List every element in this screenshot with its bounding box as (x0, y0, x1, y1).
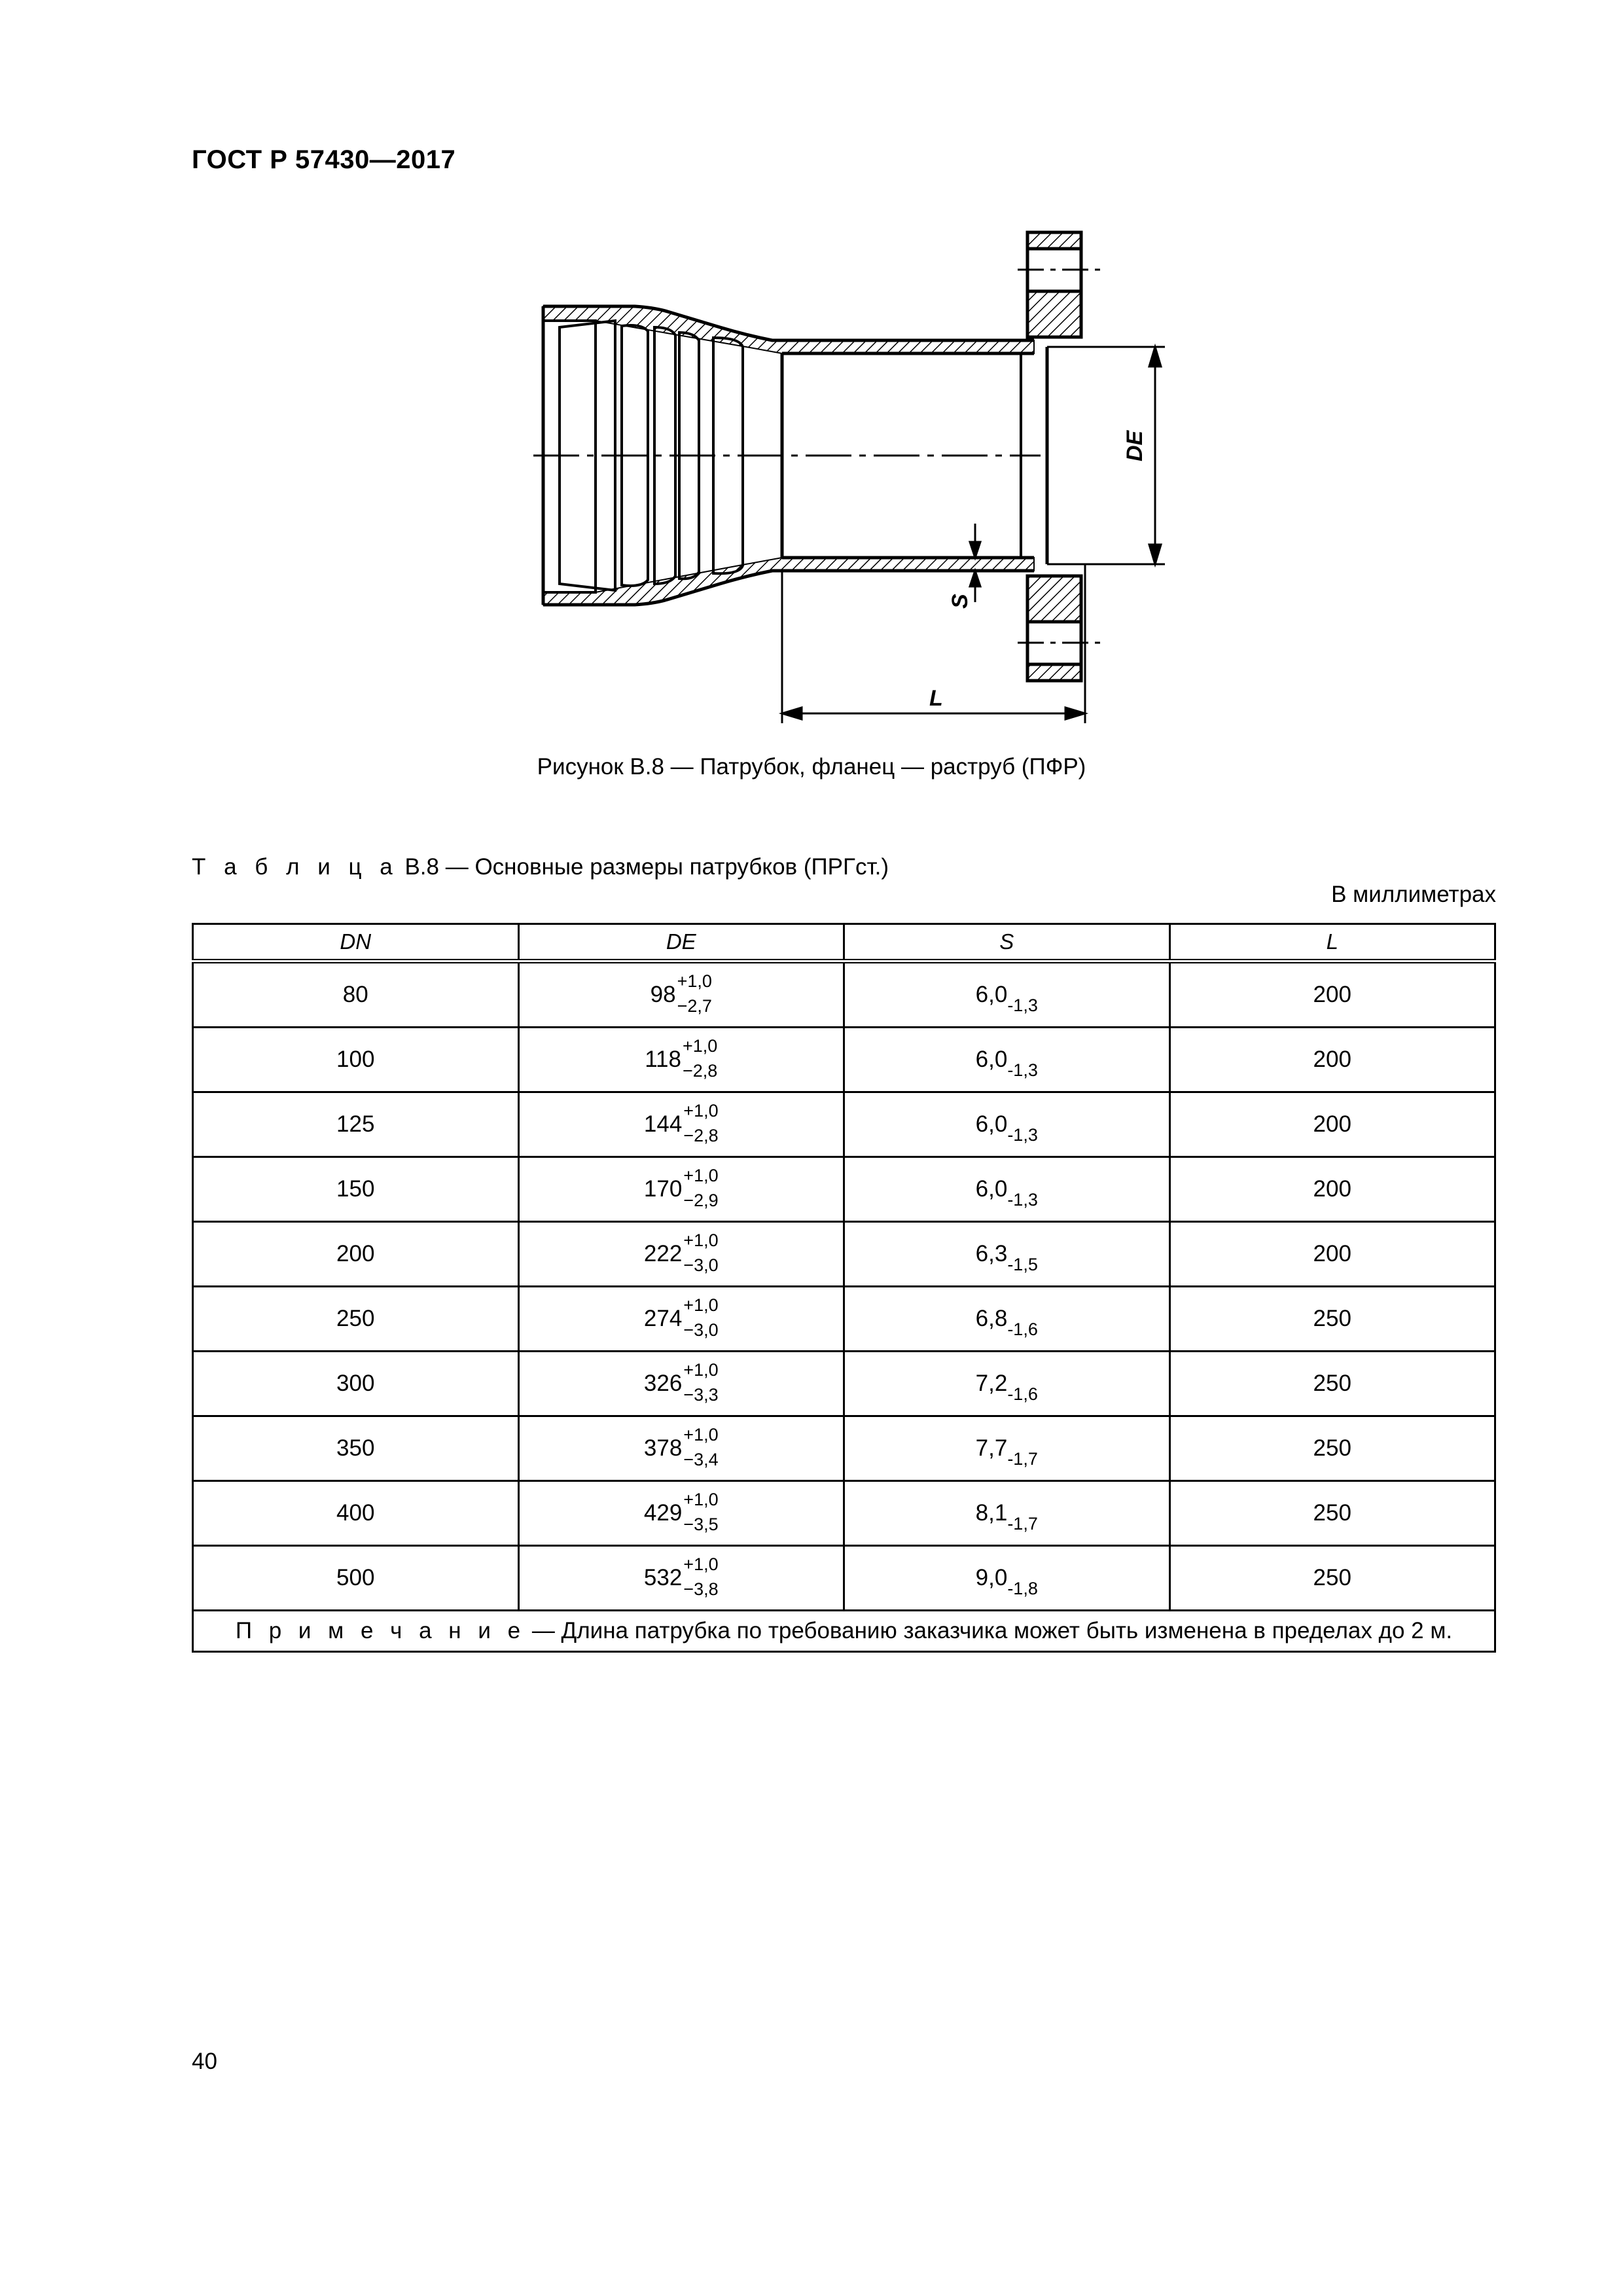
de-tol-lower: −2,7 (677, 996, 712, 1016)
de-nominal: 378 (643, 1435, 683, 1461)
s-tol: -1,3 (1007, 1190, 1038, 1210)
s-tol: -1,3 (1007, 1060, 1038, 1080)
cell-dn: 80 (193, 961, 519, 1028)
s-tol: -1,6 (1007, 1384, 1038, 1404)
cell-dn: 400 (193, 1481, 519, 1546)
s-nominal: 6,0 (975, 1111, 1008, 1137)
s-nominal: 6,0 (975, 982, 1008, 1007)
cell-dn: 150 (193, 1157, 519, 1222)
cell-de (518, 1222, 844, 1287)
s-nominal: 8,1 (975, 1500, 1008, 1526)
cell-s (844, 1092, 1170, 1157)
table-title-rest: В.8 — Основные размеры патрубков (ПРГст.) (398, 854, 889, 880)
de-tol-upper: +1,0 (683, 1490, 719, 1509)
table-note-row (193, 1611, 1495, 1652)
de-tol-lower: −2,9 (683, 1191, 719, 1210)
cell-dn: 300 (193, 1352, 519, 1416)
table-row (193, 1546, 1495, 1611)
de-tol-upper: +1,0 (683, 1295, 719, 1315)
cell-l: 200 (1169, 1157, 1495, 1222)
de-tol-upper: +1,0 (683, 1166, 719, 1185)
s-nominal: 9,0 (975, 1565, 1008, 1590)
cell-s (844, 1028, 1170, 1092)
s-tol: -1,7 (1007, 1449, 1038, 1469)
s-tol: -1,6 (1007, 1319, 1038, 1339)
de-tol-upper: +1,0 (677, 971, 712, 991)
de-nominal: 326 (643, 1371, 683, 1396)
de-nominal: 170 (643, 1176, 683, 1202)
dim-label-l: L (929, 686, 943, 711)
cell-de (518, 1157, 844, 1222)
table-row (193, 1028, 1495, 1092)
cell-l: 250 (1169, 1416, 1495, 1481)
de-tol-lower: −3,3 (683, 1385, 719, 1405)
figure-caption: Рисунок В.8 — Патрубок, фланец — раструб (ПФР) (537, 754, 1086, 780)
table-row (193, 1352, 1495, 1416)
de-nominal: 274 (643, 1306, 683, 1331)
de-nominal: 118 (645, 1047, 681, 1072)
de-tol-upper: +1,0 (683, 1036, 718, 1056)
de-tol-lower: −3,0 (683, 1255, 719, 1275)
table-row (193, 961, 1495, 1028)
cell-s (844, 1157, 1170, 1222)
document-code: ГОСТ Р 57430—2017 (192, 145, 456, 174)
de-nominal: 222 (643, 1241, 683, 1266)
column-header-de: DE (518, 924, 844, 961)
de-nominal: 532 (643, 1565, 683, 1590)
note-text: — Длина патрубка по требованию заказчика может быть изменена в пределах до 2 м. (526, 1618, 1453, 1643)
note-prefix: П р и м е ч а н и е (235, 1618, 526, 1643)
column-header-l: L (1169, 924, 1495, 961)
cell-de (518, 1416, 844, 1481)
cell-dn: 125 (193, 1092, 519, 1157)
table-row (193, 1481, 1495, 1546)
de-tol-lower: −3,0 (683, 1320, 719, 1340)
s-nominal: 7,2 (975, 1371, 1008, 1396)
de-tol-upper: +1,0 (683, 1360, 719, 1380)
de-tol-upper: +1,0 (683, 1425, 719, 1444)
table-units: В миллиметрах (1331, 882, 1496, 907)
de-tol-lower: −3,5 (683, 1515, 719, 1534)
table-row (193, 1092, 1495, 1157)
s-tol: -1,3 (1007, 1125, 1038, 1145)
s-nominal: 6,8 (975, 1306, 1008, 1331)
cell-dn: 500 (193, 1546, 519, 1611)
table-row (193, 1222, 1495, 1287)
cell-dn: 250 (193, 1287, 519, 1352)
cell-s (844, 1416, 1170, 1481)
s-tol: -1,7 (1007, 1514, 1038, 1534)
cell-de (518, 1481, 844, 1546)
s-nominal: 6,3 (975, 1241, 1008, 1266)
s-tol: -1,5 (1007, 1255, 1038, 1274)
table-title (192, 854, 889, 880)
cell-l: 250 (1169, 1287, 1495, 1352)
cell-l: 250 (1169, 1546, 1495, 1611)
cell-l: 200 (1169, 1028, 1495, 1092)
cell-s (844, 961, 1170, 1028)
cell-de (518, 1287, 844, 1352)
de-tol-lower: −2,8 (683, 1126, 719, 1145)
de-tol-lower: −2,8 (683, 1061, 718, 1081)
table-row (193, 1157, 1495, 1222)
cell-s (844, 1481, 1170, 1546)
table-row (193, 1287, 1495, 1352)
table-header-row (193, 924, 1495, 961)
cell-l: 200 (1169, 1092, 1495, 1157)
cell-de (518, 1028, 844, 1092)
de-nominal: 98 (650, 982, 676, 1007)
column-header-s: S (844, 924, 1170, 961)
cell-l: 200 (1169, 961, 1495, 1028)
s-tol: -1,3 (1007, 996, 1038, 1015)
de-nominal: 144 (643, 1111, 683, 1137)
cell-s (844, 1546, 1170, 1611)
cell-dn: 100 (193, 1028, 519, 1092)
table-row (193, 1416, 1495, 1481)
figure-drawing (524, 216, 1165, 740)
cell-l: 200 (1169, 1222, 1495, 1287)
column-header-dn: DN (193, 924, 519, 961)
de-tol-upper: +1,0 (683, 1230, 719, 1250)
cell-de (518, 1352, 844, 1416)
s-nominal: 6,0 (975, 1047, 1008, 1072)
table-note (193, 1611, 1495, 1652)
cell-l: 250 (1169, 1481, 1495, 1546)
s-tol: -1,8 (1007, 1579, 1038, 1598)
dim-label-de: DE (1122, 430, 1147, 461)
cell-de (518, 1546, 844, 1611)
dim-label-s: S (948, 594, 972, 609)
cell-s (844, 1287, 1170, 1352)
cell-s (844, 1222, 1170, 1287)
cell-dn: 200 (193, 1222, 519, 1287)
de-tol-lower: −3,8 (683, 1579, 719, 1599)
de-nominal: 429 (643, 1500, 683, 1526)
dimensions-table (192, 923, 1496, 1653)
page-number: 40 (192, 2049, 217, 2074)
s-nominal: 7,7 (975, 1435, 1008, 1461)
table-title-prefix: Т а б л и ц а (192, 854, 399, 880)
de-tol-upper: +1,0 (683, 1554, 719, 1574)
cell-dn: 350 (193, 1416, 519, 1481)
cell-de (518, 1092, 844, 1157)
de-tol-upper: +1,0 (683, 1101, 719, 1121)
cell-s (844, 1352, 1170, 1416)
cell-de (518, 961, 844, 1028)
s-nominal: 6,0 (975, 1176, 1008, 1202)
cell-l: 250 (1169, 1352, 1495, 1416)
de-tol-lower: −3,4 (683, 1450, 719, 1469)
